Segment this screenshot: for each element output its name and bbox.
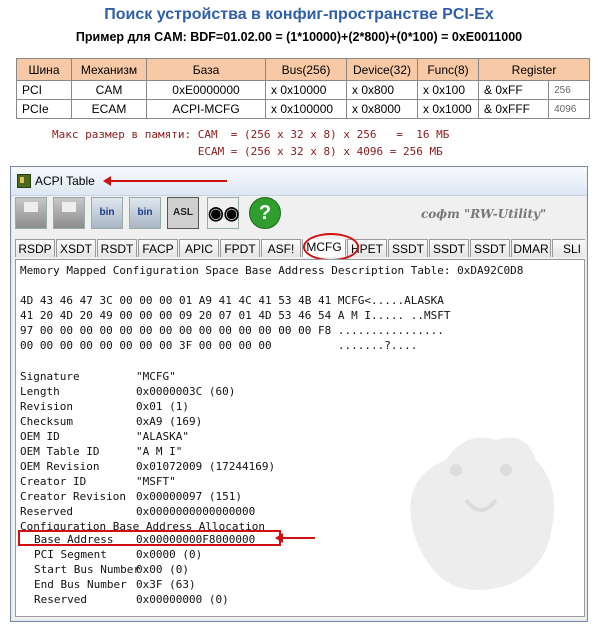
table-cell: 0xE0000000	[147, 81, 266, 100]
table-cell: & 0xFFF	[479, 100, 549, 119]
table-tabs	[15, 239, 585, 259]
field-key: Reserved	[20, 505, 73, 518]
alloc-heading: Configuration Base Address Allocation	[20, 520, 266, 533]
field-key: OEM Revision	[20, 460, 100, 473]
page-title: Поиск устройства в конфиг-пространстве PCI-Ex	[104, 6, 494, 23]
table-cell: 256	[549, 81, 590, 100]
table-cell: x 0x8000	[347, 100, 418, 119]
field-value: 0xA9 (169)	[136, 415, 203, 428]
col-header: Func(8)	[418, 59, 479, 81]
tab-asf[interactable]: ASF!	[261, 239, 301, 257]
alloc-value: 0x3F (63)	[136, 578, 196, 591]
field-key: Creator Revision	[20, 490, 126, 503]
field-value: 0x00000097 (151)	[136, 490, 242, 503]
page-subtitle: Пример для CAM: BDF=01.02.00 = (1*10000)+(2*800)+(0*100) = 0xE0011000	[75, 30, 523, 44]
table-row	[17, 100, 590, 119]
table-cell: x 0x100	[418, 81, 479, 100]
table-cell: PCI	[17, 81, 72, 100]
table-row	[17, 81, 590, 100]
tab-ssdt[interactable]: SSDT	[388, 239, 428, 257]
table-cell: x 0x10000	[266, 81, 347, 100]
col-header: Механизм	[72, 59, 147, 81]
field-value: "A M I"	[136, 445, 183, 458]
annotation-arrow	[281, 537, 315, 539]
tab-fpdt[interactable]: FPDT	[220, 239, 260, 257]
save-icon[interactable]	[15, 197, 47, 229]
tab-ssdt[interactable]: SSDT	[470, 239, 510, 257]
field-key: Revision	[20, 400, 73, 413]
alloc-key: Reserved	[34, 593, 87, 606]
field-value: "ALASKA"	[136, 430, 189, 443]
save-bin-icon[interactable]: bin	[91, 197, 123, 229]
tab-rsdp[interactable]: RSDP	[15, 239, 55, 257]
alloc-value: 0x00000000 (0)	[136, 593, 229, 606]
alloc-key: End Bus Number	[34, 578, 127, 591]
brand-label: софт "RW-Utility"	[421, 207, 547, 221]
col-header: База	[147, 59, 266, 81]
alloc-key: Start Bus Number	[34, 563, 140, 576]
field-value: 0x01072009 (17244169)	[136, 460, 276, 473]
table-cell: x 0x1000	[418, 100, 479, 119]
table-cell: x 0x800	[347, 81, 418, 100]
tab-hpet[interactable]: HPET	[347, 239, 387, 257]
field-value: 0x0000000000000000	[136, 505, 256, 518]
field-value: "MCFG"	[136, 370, 176, 383]
field-key: OEM Table ID	[20, 445, 100, 458]
table-heading: Memory Mapped Configuration Space Base Address Description Table: 0xDA92C0D8	[20, 264, 524, 277]
tab-rsdt[interactable]: RSDT	[97, 239, 137, 257]
save-all-bin-icon[interactable]: bin	[129, 197, 161, 229]
field-key: OEM ID	[20, 430, 60, 443]
window-title: ACPI Table	[35, 174, 95, 188]
hex-line: 00 00 00 00 00 00 00 00 3F 00 00 00 00 .......?....	[20, 339, 418, 352]
col-header: Bus(256)	[266, 59, 347, 81]
hex-line: 4D 43 46 47 3C 00 00 00 01 A9 41 4C 41 53 4B 41 MCFG<.....ALASKA	[20, 294, 444, 307]
table-cell: x 0x100000	[266, 100, 347, 119]
field-key: Signature	[20, 370, 80, 383]
table-cell: 4096	[549, 100, 590, 119]
col-header: Шина	[17, 59, 72, 81]
tab-apic[interactable]: APIC	[179, 239, 219, 257]
memory-line-ecam: ECAM = (256 x 32 x 8) x 4096 = 256 МБ	[52, 145, 443, 158]
memory-line-cam: Макс размер в памяти: CAM = (256 x 32 x 8) x 256 = 16 МБ	[52, 128, 450, 141]
table-cell: ECAM	[72, 100, 147, 119]
table-cell: CAM	[72, 81, 147, 100]
table-header-row	[17, 59, 590, 81]
tab-dmar[interactable]: DMAR	[511, 239, 551, 257]
tab-ssdt[interactable]: SSDT	[429, 239, 469, 257]
alloc-key: Base Address	[34, 533, 114, 546]
alloc-value: 0x00000000F8000000	[136, 533, 256, 546]
pci-config-table	[16, 58, 590, 119]
field-value: 0x0000003C (60)	[136, 385, 236, 398]
table-cell: ACPI-MCFG	[147, 100, 266, 119]
app-icon	[17, 174, 31, 188]
memory-size-note	[52, 126, 449, 160]
tab-facp[interactable]: FACP	[138, 239, 178, 257]
field-key: Creator ID	[20, 475, 87, 488]
col-header: Device(32)	[347, 59, 418, 81]
hex-line: 97 00 00 00 00 00 00 00 00 00 00 00 00 00 00 F8 ................	[20, 324, 444, 337]
field-key: Length	[20, 385, 60, 398]
field-key: Checksum	[20, 415, 73, 428]
hex-line: 41 20 4D 20 49 00 00 00 09 20 07 01 4D 53 46 54 A M I..... ..MSFT	[20, 309, 451, 322]
tab-xsdt[interactable]: XSDT	[56, 239, 96, 257]
col-header: Register	[479, 59, 590, 81]
tab-mcfg[interactable]: MCFG	[302, 239, 346, 257]
help-icon[interactable]: ?	[249, 197, 281, 229]
save-all-icon[interactable]	[53, 197, 85, 229]
table-content[interactable]	[15, 259, 585, 617]
annotation-arrow	[109, 180, 227, 182]
bear-watermark-icon	[376, 400, 576, 600]
window-titlebar[interactable]	[11, 167, 587, 196]
field-value: "MSFT"	[136, 475, 176, 488]
binoculars-icon[interactable]: ◉◉	[207, 197, 239, 229]
table-cell: & 0xFF	[479, 81, 549, 100]
alloc-value: 0x0000 (0)	[136, 548, 203, 561]
tab-sli[interactable]: SLI	[552, 239, 585, 257]
alloc-key: PCI Segment	[34, 548, 107, 561]
field-value: 0x01 (1)	[136, 400, 189, 413]
table-cell: PCIe	[17, 100, 72, 119]
alloc-value: 0x00 (0)	[136, 563, 189, 576]
asl-icon[interactable]: ASL	[167, 197, 199, 229]
acpi-table-window	[10, 166, 588, 622]
